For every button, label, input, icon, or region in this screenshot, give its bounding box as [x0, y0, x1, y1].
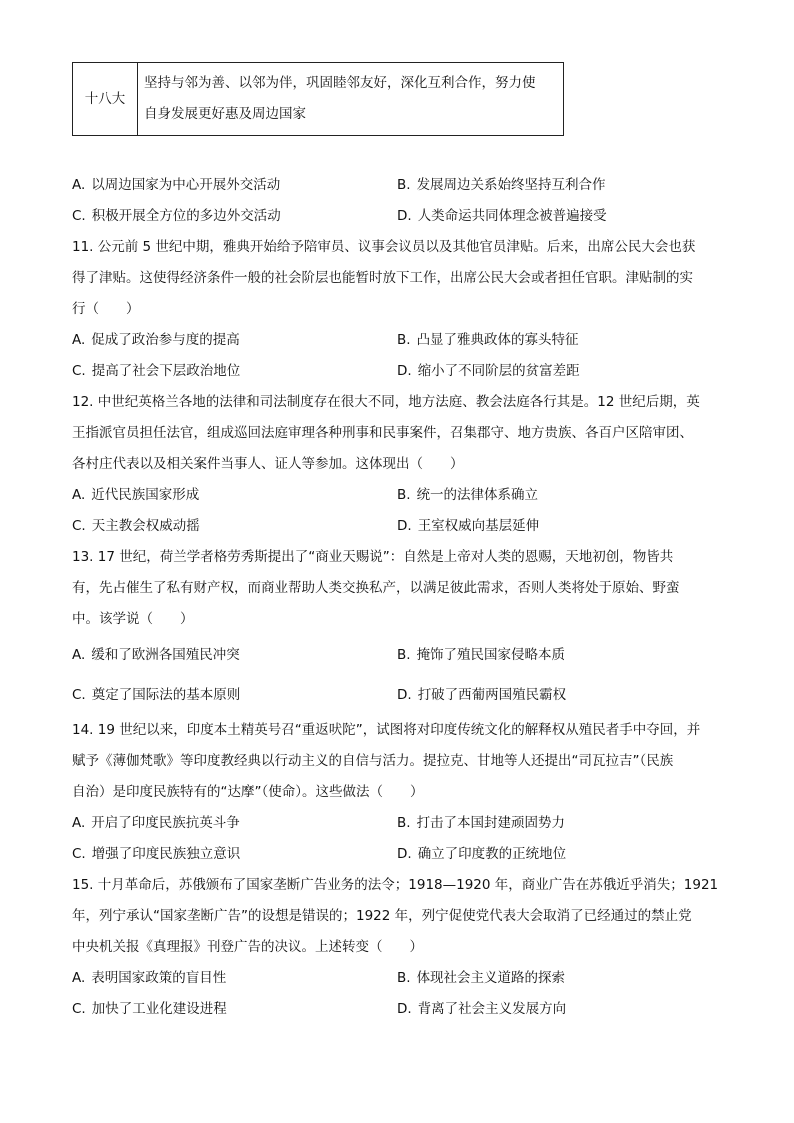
- option-c: C. 积极开展全方位的多边外交活动: [72, 208, 281, 224]
- question-stem-line: 13. 17 世纪，荷兰学者格劳秀斯提出了“商业天赐说”：自然是上帝对人类的恩赐，天地初创，物皆共: [72, 549, 674, 565]
- option-a: A. 促成了政治参与度的提高: [72, 332, 240, 348]
- question-stem-line: 14. 19 世纪以来，印度本土精英号召“重返吠陀”，试图将对印度传统文化的解释权从殖民者手中夺回，并: [72, 722, 701, 738]
- option-a: A. 以周边国家为中心开展外交活动: [72, 177, 281, 193]
- options-grid: [72, 325, 722, 387]
- option-b: B. 掩饰了殖民国家侵略本质: [397, 647, 566, 663]
- option-c: C. 提高了社会下层政治地位: [72, 363, 241, 379]
- option-a: A. 近代民族国家形成: [72, 487, 200, 503]
- options-grid: [72, 963, 722, 1025]
- option-d: D. 打破了西葡两国殖民霸权: [397, 687, 567, 703]
- options-grid: [72, 480, 722, 542]
- option-a: A. 开启了印度民族抗英斗争: [72, 815, 240, 831]
- question-13: [72, 542, 722, 715]
- question-15: [72, 870, 722, 1025]
- options-grid: [72, 808, 722, 870]
- options-grid: [72, 635, 722, 715]
- question-11: [72, 232, 722, 387]
- question-stem-line: 中央机关报《真理报》刊登广告的决议。上述转变（ ）: [72, 939, 423, 955]
- table-text-line: 自身发展更好惠及周边国家: [144, 106, 306, 122]
- option-c: C. 增强了印度民族独立意识: [72, 846, 241, 862]
- question-stem-line: 12. 中世纪英格兰各地的法律和司法制度存在很大不同，地方法庭、教会法庭各行其是。12 世纪后期，英: [72, 394, 700, 410]
- option-d: D. 人类命运共同体理念被普遍接受: [397, 208, 607, 224]
- question-stem-line: 11. 公元前 5 世纪中期，雅典开始给予陪审员、议事会议员以及其他官员津贴。后来，出席公民大会也获: [72, 239, 696, 255]
- option-b: B. 统一的法律体系确立: [397, 487, 539, 503]
- table-cell-label: 十八大: [73, 63, 138, 136]
- option-d: D. 确立了印度教的正统地位: [397, 846, 567, 862]
- option-c: C. 奠定了国际法的基本原则: [72, 687, 241, 703]
- table-text-line: 坚持与邻为善、以邻为伴，巩固睦邻友好，深化互利合作，努力使: [144, 75, 536, 91]
- question-stem-line: 行（ ）: [72, 301, 140, 317]
- option-b: B. 打击了本国封建顽固势力: [397, 815, 566, 831]
- option-b: B. 凸显了雅典政体的寡头特征: [397, 332, 579, 348]
- option-c: C. 加快了工业化建设进程: [72, 1001, 227, 1017]
- question-stem-line: 自治）是印度民族特有的“达摩”（使命）。这些做法（ ）: [72, 784, 424, 800]
- question-stem-line: 得了津贴。这使得经济条件一般的社会阶层也能暂时放下工作，出席公民大会或者担任官职。津贴制的实: [72, 270, 693, 286]
- question-stem-line: 年，列宁承认“国家垄断广告”的设想是错误的；1922 年，列宁促使党代表大会取消了已经通过的禁止党: [72, 908, 692, 924]
- question-stem-line: 15. 十月革命后，苏俄颁布了国家垄断广告业务的法令；1918—1920 年，商业广告在苏俄近乎消失；1921: [72, 877, 719, 893]
- policy-table: [72, 62, 564, 136]
- option-a: A. 缓和了欧洲各国殖民冲突: [72, 647, 240, 663]
- question-stem-line: 王指派官员担任法官，组成巡回法庭审理各种刑事和民事案件，召集郡守、地方贵族、各百户区陪审团、: [72, 425, 693, 441]
- option-d: D. 王室权威向基层延伸: [397, 518, 540, 534]
- question-12: [72, 387, 722, 542]
- question-stem-line: 有，先占催生了私有财产权，而商业帮助人类交换私产，以满足彼此需求，否则人类将处于原始、野蛮: [72, 580, 680, 596]
- option-a: A. 表明国家政策的盲目性: [72, 970, 227, 986]
- option-d: D. 缩小了不同阶层的贫富差距: [397, 363, 580, 379]
- question-stem-line: 各村庄代表以及相关案件当事人、证人等参加。这体现出（ ）: [72, 456, 464, 472]
- question-stem-line: 赋予《薄伽梵歌》等印度教经典以行动主义的自信与活力。提拉克、甘地等人还提出“司瓦拉吉”（民族: [72, 753, 674, 769]
- document-page: [72, 62, 722, 1025]
- option-b: B. 发展周边关系始终坚持互利合作: [397, 177, 606, 193]
- option-b: B. 体现社会主义道路的探索: [397, 970, 566, 986]
- table-cell-text: [138, 63, 564, 136]
- options-grid: [72, 170, 722, 232]
- question-10: [72, 170, 722, 232]
- option-c: C. 天主教会权威动摇: [72, 518, 200, 534]
- question-stem-line: 中。该学说（ ）: [72, 611, 194, 627]
- question-14: [72, 715, 722, 870]
- option-d: D. 背离了社会主义发展方向: [397, 1001, 567, 1017]
- table-row: [73, 63, 564, 136]
